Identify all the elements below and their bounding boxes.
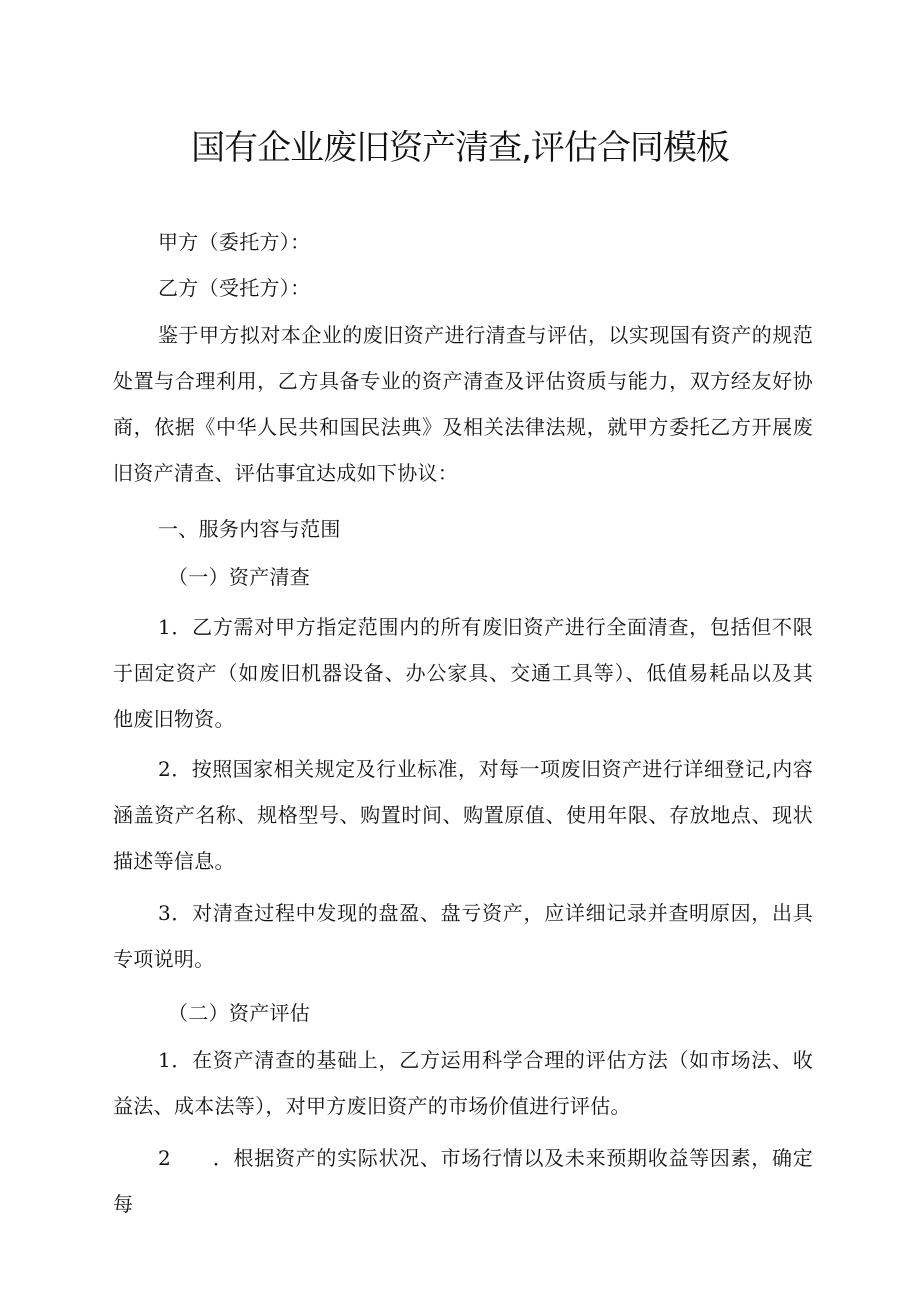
document-title: 国有企业废旧资产清查,评估合同模板 [191, 128, 729, 168]
clause-paragraph: 2 ．根据资产的实际状况、市场行情以及未来预期收益等因素，确定每 [113, 1146, 813, 1216]
clause-paragraph: 1．乙方需对甲方指定范围内的所有废旧资产进行全面清查，包括但不限于固定资产（如废旧机器设备、办公家具、交通工具等）、低值易耗品以及其他废旧物资。 [113, 615, 813, 731]
party-b-line: 乙方（受托方）： [158, 276, 311, 300]
subsection-heading-inventory: （一）资产清查 [168, 565, 311, 589]
party-a-line: 甲方（委托方）： [158, 230, 311, 254]
subsection-heading-valuation: （二）资产评估 [168, 1001, 311, 1025]
preamble-paragraph: 鉴于甲方拟对本企业的废旧资产进行清查与评估，以实现国有资产的规范处置与合理利用，乙方具备专业的资产清查及评估资质与能力，双方经友好协商，依据《中华人民共和国民法典》及相关法律法规，就甲方委托乙方开展废旧资产清查、评估事宜达成如下协议： [113, 323, 813, 485]
clause-paragraph: 3．对清查过程中发现的盘盈、盘亏资产，应详细记录并查明原因，出具专项说明。 [113, 901, 813, 971]
clause-paragraph: 1．在资产清查的基础上，乙方运用科学合理的评估方法（如市场法、收益法、成本法等），对甲方废旧资产的市场价值进行评估。 [113, 1048, 813, 1118]
section-heading: 一、服务内容与范围 [158, 517, 341, 541]
clause-paragraph: 2．按照国家相关规定及行业标准，对每一项废旧资产进行详细登记,内容涵盖资产名称、规格型号、购置时间、购置原值、使用年限、存放地点、现状描述等信息。 [113, 757, 813, 873]
